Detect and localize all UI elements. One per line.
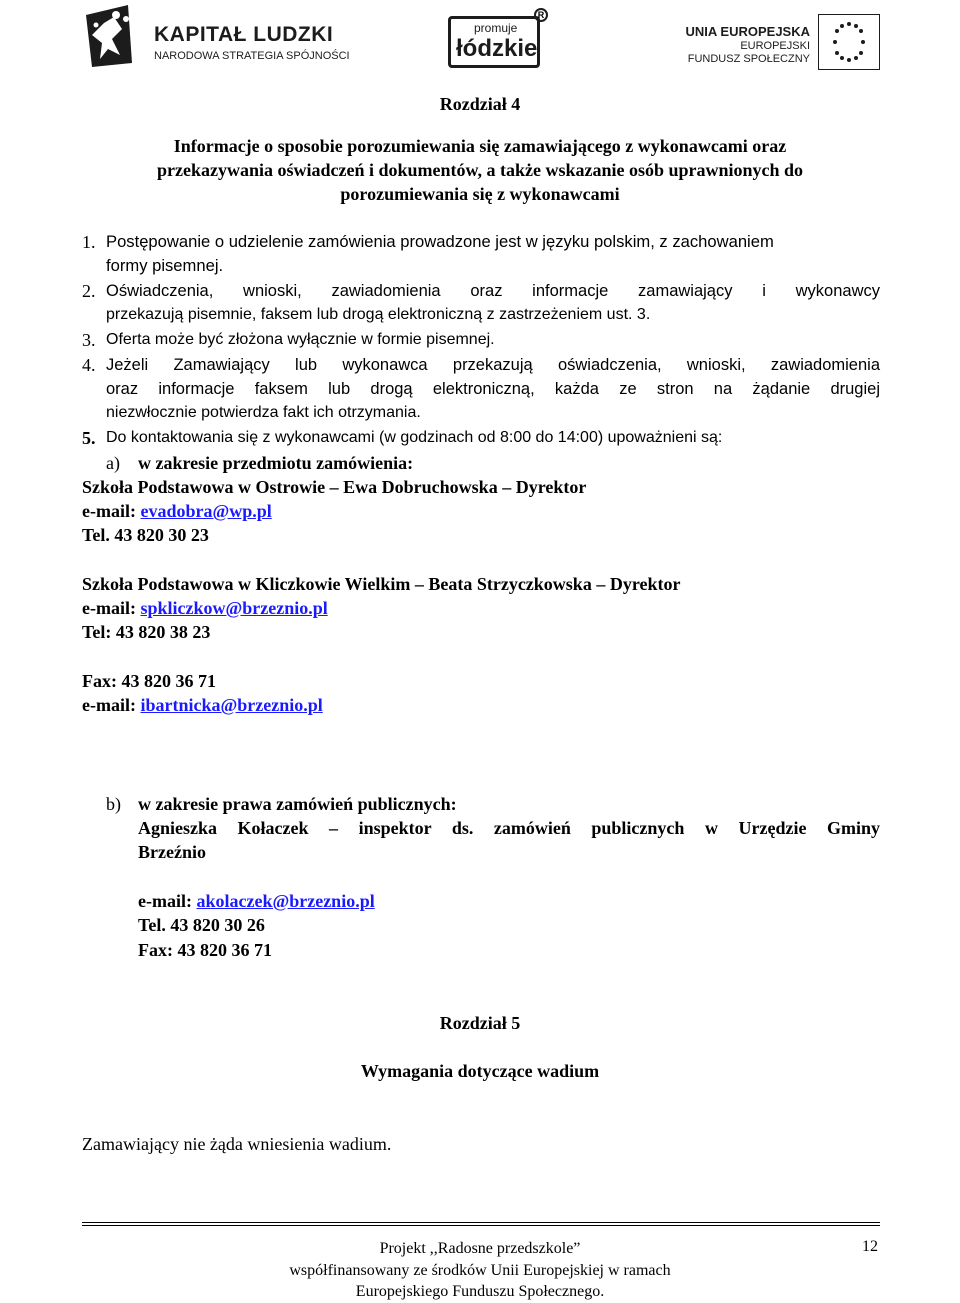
kapital-ludzki-title: KAPITAŁ LUDZKI [154, 23, 334, 46]
contact2-email2-row [82, 693, 323, 717]
contact1-name: Szkoła Podstawowa w Ostrowie – Ewa Dobruchowska – Dyrektor [82, 477, 587, 497]
item5-line1: Do kontaktowania się z wykonawcami (w godzinach od 8:00 do 14:00) upoważnieni są: [106, 429, 723, 446]
item5-number: 5. [82, 428, 96, 448]
contact2-email-row [82, 596, 328, 620]
section-b-fax: Fax: 43 820 36 71 [138, 940, 272, 960]
section-b-email-link[interactable]: akolaczek@brzeznio.pl [196, 891, 375, 911]
contact2-fax: Fax: 43 820 36 71 [82, 671, 216, 691]
item4-line1: Jeżeli Zamawiający lub wykonawca przekazują oświadczenia, wnioski, zawiadomienia [106, 356, 880, 374]
item4-number: 4. [82, 355, 96, 375]
section-b-name-line2: Brzeźnio [138, 842, 206, 862]
chapter4-subtitle-line3: porozumiewania się z wykonawcami [340, 184, 620, 204]
item4-line2: oraz informacje faksem lub drogą elektroniczną, każda ze stron na żądanie drugiej [106, 380, 880, 398]
section-b-marker: b) [106, 794, 121, 814]
contact2-email2-link[interactable]: ibartnicka@brzeznio.pl [140, 695, 323, 715]
item1-number: 1. [82, 232, 96, 252]
contact1-email-link[interactable]: evadobra@wp.pl [140, 501, 272, 521]
item2-line2: przekazują pisemnie, faksem lub drogą elektroniczną z zastrzeżeniem ust. 3. [106, 306, 651, 323]
contact2-email2-label: e-mail: [82, 695, 141, 715]
item4-line3: niezwłocznie potwierdza fakt ich otrzymania. [106, 404, 421, 421]
contact1-email-label: e-mail: [82, 501, 141, 521]
lodzkie-label: łódzkie [456, 35, 538, 62]
kapital-ludzki-logo [82, 5, 352, 67]
eu-flag-icon [818, 14, 880, 70]
chapter5-subtitle: Wymagania dotyczące wadium [360, 1061, 600, 1081]
section-b-email-label: e-mail: [138, 891, 197, 911]
section-b-label: w zakresie prawa zamówień publicznych: [138, 794, 457, 814]
footer-divider-bottom [82, 1225, 880, 1226]
chapter5-title: Rozdział 5 [439, 1013, 521, 1033]
chapter4-subtitle-line2: przekazywania oświadczeń i dokumentów, a także wskazanie osób uprawnionych do [156, 160, 804, 180]
item1-line2: formy pisemnej. [106, 256, 224, 275]
item3-line1: Oferta może być złożona wyłącznie w formie pisemnej. [106, 331, 495, 348]
chapter4-subtitle-line1: Informacje o sposobie porozumiewania się zamawiającego z wykonawcami oraz [173, 136, 787, 156]
contact1-email-row [82, 499, 272, 523]
contact2-name: Szkoła Podstawowa w Kliczkowie Wielkim – Beata Strzyczkowska – Dyrektor [82, 574, 681, 594]
unia-europejska-label: UNIA EUROPEJSKA [685, 24, 810, 39]
section-b-email-row [138, 889, 375, 913]
section-a-label: w zakresie przedmiotu zamówienia: [138, 453, 414, 473]
section-b-tel: Tel. 43 820 30 26 [138, 915, 265, 935]
europejski-label: EUROPEJSKI [740, 40, 810, 52]
footer-project-name: Projekt ,,Radosne przedszkole” [379, 1240, 581, 1257]
section-b-name-line1: Agnieszka Kołaczek – inspektor ds. zamówień publicznych w Urzędzie Gminy [138, 818, 880, 838]
footer-efs: Europejskiego Funduszu Społecznego. [355, 1283, 605, 1300]
page-number: 12 [862, 1238, 878, 1255]
item1-line1: Postępowanie o udzielenie zamówienia prowadzone jest w języku polskim, z zachowaniem [106, 232, 774, 251]
chapter5-body: Zamawiający nie żąda wniesienia wadium. [82, 1134, 392, 1154]
contact2-email-link[interactable]: spkliczkow@brzeznio.pl [140, 598, 328, 618]
section-a-marker: a) [106, 453, 120, 473]
chapter4-title: Rozdział 4 [439, 94, 521, 114]
kapital-ludzki-subtitle: NARODOWA STRATEGIA SPÓJNOŚCI [154, 50, 350, 62]
contact2-tel: Tel: 43 820 38 23 [82, 622, 211, 642]
item2-line1: Oświadczenia, wnioski, zawiadomienia oraz informacje zamawiający i wykonawcy [106, 282, 880, 300]
promuje-label: promuje [474, 21, 518, 35]
contact1-tel: Tel. 43 820 30 23 [82, 525, 209, 545]
promuje-lodzkie-logo [448, 8, 548, 68]
unia-europejska-logo [685, 14, 880, 70]
item2-number: 2. [82, 281, 96, 301]
footer-divider-top [82, 1222, 880, 1223]
fundusz-spoleczny-label: FUNDUSZ SPOŁECZNY [687, 53, 810, 65]
item3-number: 3. [82, 330, 96, 350]
footer-cofinanced: współfinansowany ze środków Unii Europejskiej w ramach [289, 1262, 671, 1279]
registered-mark-icon: R [534, 8, 548, 22]
contact2-email-label: e-mail: [82, 598, 141, 618]
